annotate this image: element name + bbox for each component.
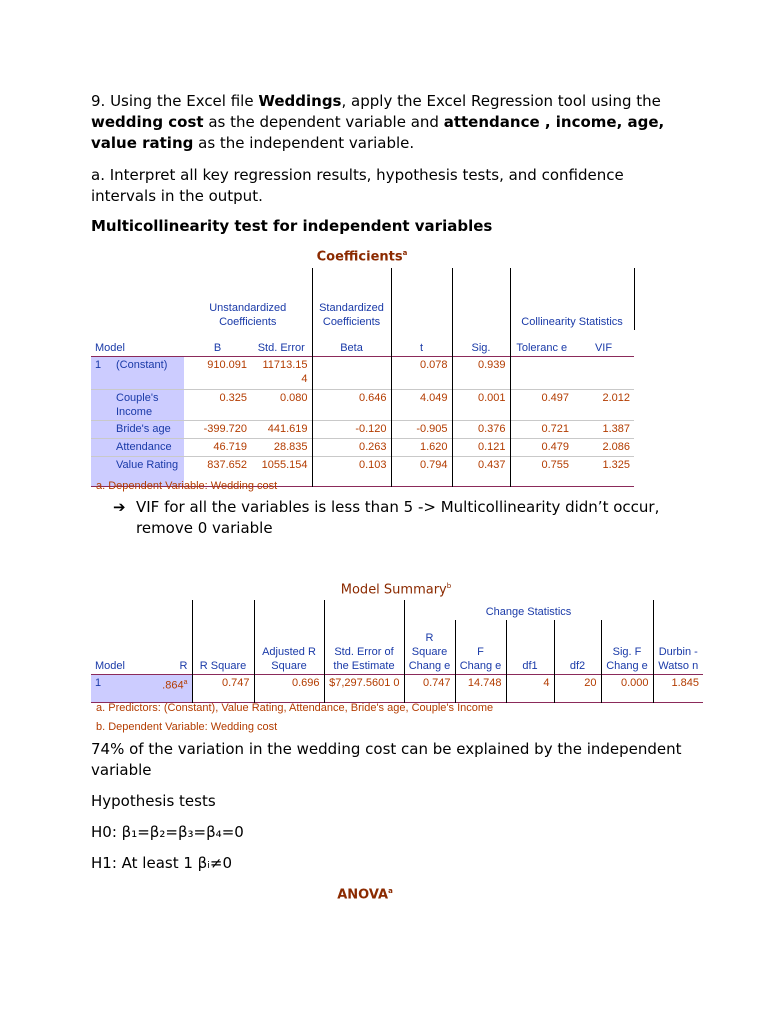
anova-title [265, 887, 465, 902]
ms-cell-r-square: 0.747 [192, 674, 254, 702]
coef-cell-beta: 0.263 [312, 438, 391, 456]
coef-row-income [91, 389, 634, 420]
question-text-4: as the independent variable. [193, 134, 415, 152]
ms-cell-std-error: $7,297.5601 0 [324, 674, 404, 702]
variation-text: 74% of the variation in the wedding cost can be explained by the independent variable [91, 740, 682, 779]
coef-col-tolerance: Toleranc e [516, 341, 568, 354]
coef-header-standardized: Standardized Coefficients [312, 268, 391, 330]
ms-cell-sig-f-change: 0.000 [601, 674, 653, 702]
ms-cell-f-change: 14.748 [455, 674, 506, 702]
model-summary-title-text: Model Summary [340, 582, 447, 598]
coef-model-number: 1 [91, 356, 112, 389]
h1-text: H1: At least 1 βᵢ≠0 [91, 854, 233, 872]
ms-col-adjusted-r-square: Adjusted R Square [254, 620, 324, 674]
coef-cell-tol: 0.721 [510, 420, 573, 438]
model-summary-table [91, 600, 703, 703]
model-summary-title [296, 582, 496, 597]
coef-cell-vif: 1.387 [573, 420, 634, 438]
coef-cell-b: 837.652 [184, 456, 251, 486]
coef-header-unstandardized: Unstandardized Coefficients [209, 302, 287, 328]
ms-col-df1: df1 [506, 620, 554, 674]
arrow-icon: ➔ [113, 498, 126, 516]
coef-cell-se: 11713.15 4 [262, 358, 308, 385]
ms-col-model: Model [95, 659, 125, 672]
coef-cell-beta: -0.120 [312, 420, 391, 438]
coef-row-label: Value Rating [112, 456, 184, 486]
h0-text: H0: β₁=β₂=β₃=β₄=0 [91, 823, 244, 841]
coef-cell-b: -399.720 [184, 420, 251, 438]
coef-cell-b: 910.091 [207, 358, 247, 371]
ms-col-r-square: R Square [192, 620, 254, 674]
coef-cell-vif [573, 356, 634, 389]
coef-row-label: Bride's age [112, 420, 184, 438]
anova-title-sup: a [388, 887, 393, 895]
coef-cell-t: 4.049 [391, 389, 452, 420]
ms-cell-model: 1 [91, 674, 138, 702]
ms-row-1 [91, 674, 703, 702]
coef-col-model: Model [95, 341, 125, 354]
hypothesis-title: Hypothesis tests [91, 792, 216, 810]
coef-cell-se: 0.080 [251, 389, 312, 420]
question-text-3: as the dependent variable and [203, 113, 444, 131]
coef-col-vif: VIF [594, 341, 613, 354]
ms-cell-r-sup: a [183, 678, 188, 686]
coef-cell-b: 0.325 [184, 389, 251, 420]
coef-cell-vif: 2.086 [573, 438, 634, 456]
coef-col-t: t [391, 330, 452, 356]
ms-cell-durbin-watson: 1.845 [671, 676, 699, 689]
coef-cell-tol: 0.479 [510, 438, 573, 456]
coef-row-attendance [91, 438, 634, 456]
coef-row-label: Attendance [112, 438, 184, 456]
anova-title-text: ANOVA [337, 887, 389, 903]
ms-col-r-square-change: R Square Chang e [404, 620, 455, 674]
coef-row-label: Couple's Income [112, 389, 184, 420]
coef-cell-sig: 0.437 [452, 456, 510, 486]
part-a-text: a. Interpret all key regression results, hypothesis tests, and confidence intervals in the output. [91, 166, 624, 205]
coef-col-sig: Sig. [452, 330, 510, 356]
ms-col-sig-f-change: Sig. F Chang e [601, 620, 653, 674]
ms-col-std-error: Std. Error of the Estimate [324, 620, 404, 674]
coef-row-constant [91, 356, 634, 389]
coef-cell-t: 1.620 [391, 438, 452, 456]
coef-header-collinearity: Collinearity Statistics [510, 268, 634, 330]
question-bold-dependent: wedding cost [91, 113, 204, 131]
ms-cell-r-square-change: 0.747 [404, 674, 455, 702]
coef-cell-vif: 2.012 [573, 389, 634, 420]
coef-cell-beta: 0.103 [312, 456, 391, 486]
coef-cell-sig: 0.121 [452, 438, 510, 456]
coef-cell-tol [510, 356, 573, 389]
question-paragraph [91, 91, 691, 154]
model-summary-footnote-a: a. Predictors: (Constant), Value Rating, Attendance, Bride's age, Couple's Income [96, 702, 494, 714]
model-summary-title-sup: b [446, 582, 452, 590]
coef-cell-b: 46.719 [184, 438, 251, 456]
coef-cell-tol: 0.497 [510, 389, 573, 420]
model-summary-footnote-b: b. Dependent Variable: Wedding cost [96, 721, 278, 733]
coef-cell-se: 1055.154 [251, 456, 312, 486]
coef-row-brides-age [91, 420, 634, 438]
coef-cell-sig: 0.939 [452, 356, 510, 389]
coef-cell-sig: 0.001 [452, 389, 510, 420]
section-heading: Multicollinearity test for independent variables [91, 217, 493, 235]
coef-cell-t: -0.905 [391, 420, 452, 438]
coef-cell-t: 0.078 [391, 356, 452, 389]
coef-row-label: (Constant) [112, 356, 184, 389]
ms-cell-r [138, 674, 192, 702]
ms-cell-r-value: .864 [162, 679, 184, 692]
coefficients-title-text: Coefficients [316, 249, 403, 265]
coef-cell-se: 441.619 [251, 420, 312, 438]
question-text-2: , apply the Excel Regression tool using the [341, 92, 661, 110]
coef-cell-beta [312, 356, 391, 389]
coef-cell-sig: 0.376 [452, 420, 510, 438]
coefficients-title-sup: a [402, 249, 408, 257]
coefficients-footnote: a. Dependent Variable: Wedding cost [96, 480, 278, 492]
coef-cell-se: 28.835 [251, 438, 312, 456]
coef-cell-t: 0.794 [391, 456, 452, 486]
coef-cell-beta: 0.646 [312, 389, 391, 420]
coefficients-table [91, 268, 635, 487]
coef-cell-tol: 0.755 [510, 456, 573, 486]
ms-cell-df1: 4 [506, 674, 554, 702]
coef-col-b: B [213, 341, 222, 354]
ms-cell-adjusted-r-square: 0.696 [254, 674, 324, 702]
coefficients-title [262, 249, 462, 264]
bullet-text: VIF for all the variables is less than 5 -> Multicollinearity didn’t occur, remove 0 variable [136, 498, 660, 537]
question-bold-file: Weddings [258, 92, 342, 110]
ms-col-df2: df2 [554, 620, 601, 674]
coef-col-std-error: Std. Error [257, 341, 305, 354]
question-text-1: 9. Using the Excel file [91, 92, 259, 110]
model-summary-change-header: Change Statistics [404, 600, 653, 620]
ms-col-r: R [138, 620, 192, 674]
ms-col-f-change: F Chang e [455, 620, 506, 674]
ms-cell-df2: 20 [554, 674, 601, 702]
question-bold-independent: attendance , income, age, value rating [91, 113, 665, 152]
coef-col-beta: Beta [312, 330, 391, 356]
coef-cell-vif: 1.325 [573, 456, 634, 486]
ms-col-durbin-watson: Durbin - Watso n [658, 645, 699, 672]
